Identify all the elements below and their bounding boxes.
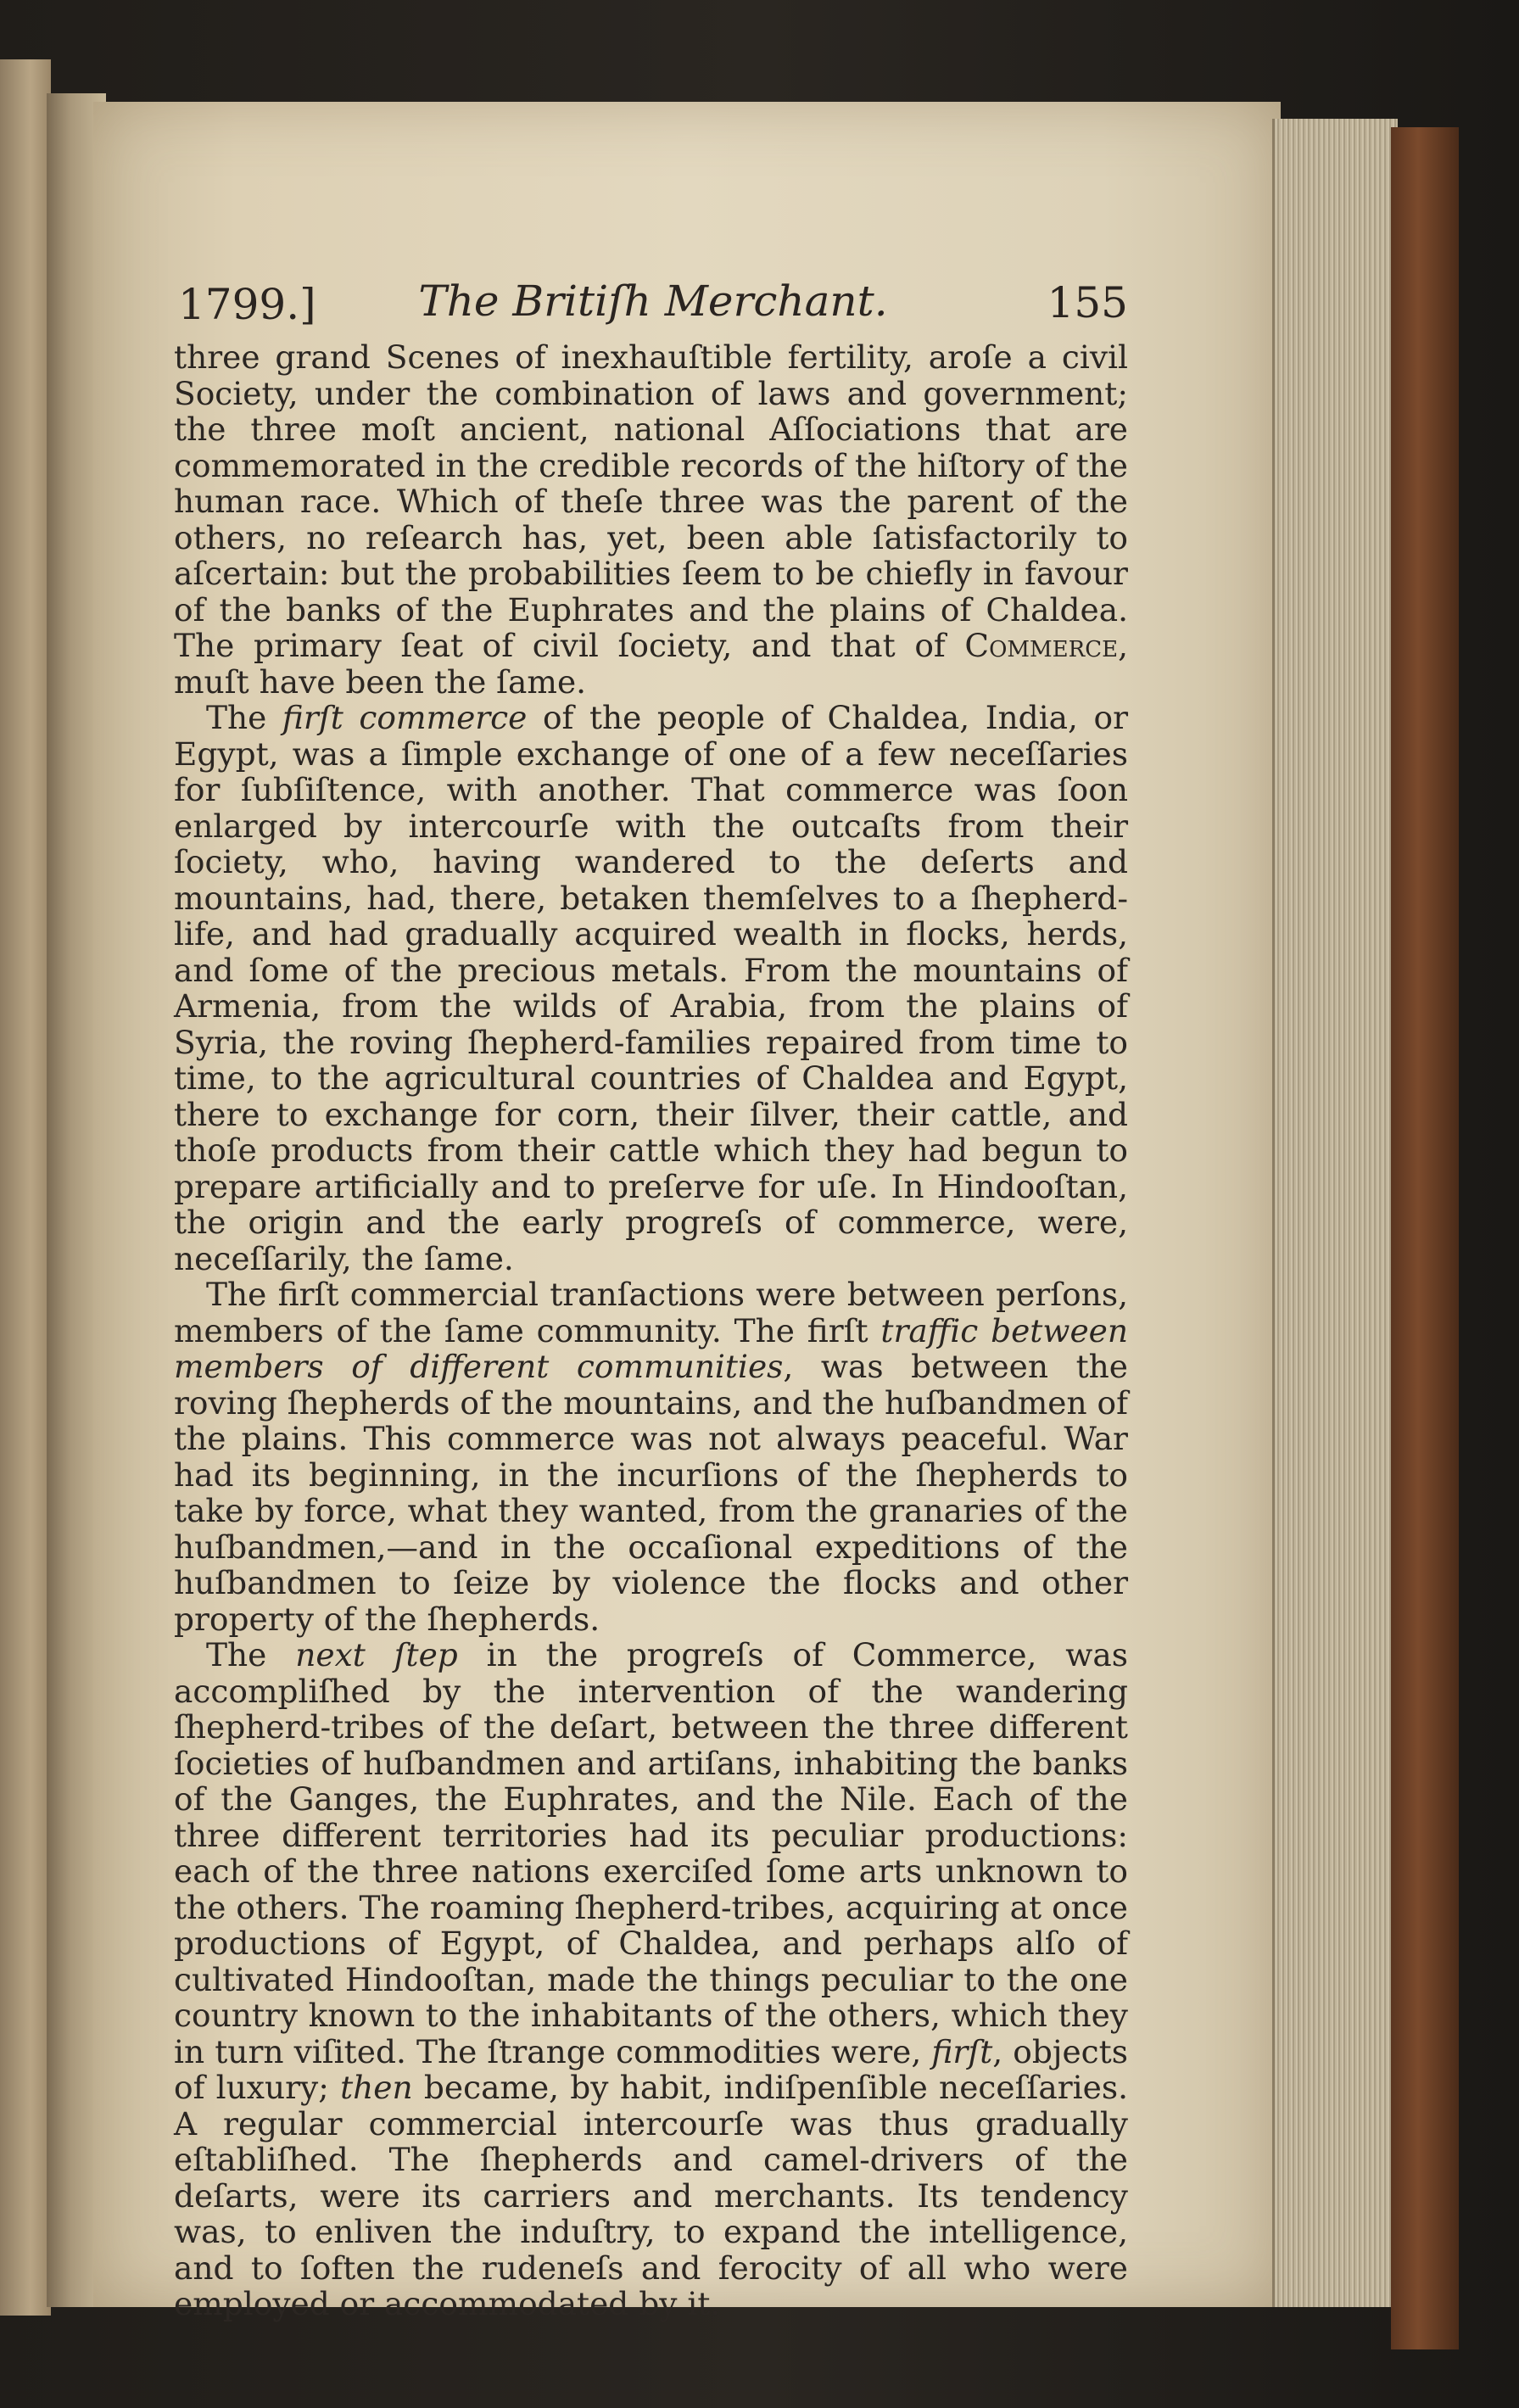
text-run: The firſt commercial tranſactions were between perſons, members of the ſame community. The firſt xyxy=(174,1276,1128,1349)
text-run: in the progreſs of Commerce, was accompliſhed by the intervention of the wandering ſhepherd-tribes of the deſart, between the three different ſocieties of huſbandmen and artiſans, inhabiting the banks of the Ganges, the Euphrates, and the Nile. Each of the three different territories had its peculiar productions: each of the three nations exerciſed ſome arts unknown to the others. The roaming ſhepherd-tribes, acquiring at once productions of Egypt, of Chaldea, and perhaps alſo of cultivated Hindooſtan, made the things peculiar to the one country known to the inhabitants of the others, which they in turn viſited. The ſtrange commodities were, xyxy=(174,1636,1128,2070)
text-run: , objects of luxury; xyxy=(174,2032,1128,2106)
text-run: , muſt have been the ſame. xyxy=(174,627,1128,701)
leather-cover-edge xyxy=(1391,127,1459,2349)
text-run: , was between the roving ſhepherds of the mountains, and the huſbandmen of the plains. This commerce was not always peaceful. War had its beginning, in the incurſions of the ſhepherds to take by force, what they wanted, from the granaries of the huſbandmen,—and in the occaſional expeditions of the huſbandmen to ſeize by violence the flocks and other property of the ſhepherds. xyxy=(174,1348,1128,1638)
text-run: traffic between members of different communities xyxy=(174,1311,1128,1385)
text-run: three grand Scenes of inexhauſtible fertility, aroſe a civil Society, under the combination of laws and government; the three moſt ancient, national Aſſociations that are commemorated in the credible records of the hiſtory of the human race. Which of theſe three was the parent of the others, no reſearch has, yet, been able ſatisfactorily to aſcertain: but the probabilities ſeem to be chiefly in favour of the banks of the Euphrates and the plains of Chaldea. The primary ſeat of civil ſociety, and that of xyxy=(174,338,1128,664)
text-run: The xyxy=(206,699,282,736)
text-run: The xyxy=(206,1636,296,1673)
text-run: Commerce xyxy=(964,627,1119,664)
text-run: firſt commerce xyxy=(282,699,528,736)
text-run: became, by habit, indiſpenſible neceſſaries. A regular commercial intercourſe was thus gradually eſtabliſhed. The ſhepherds and camel-drivers of the deſarts, were its carriers and merchants. Its tendency was, to enliven the induſtry, to expand the intelligence, and to ſoften the rudeneſs and ferocity of all who were employed or accommodated by it. xyxy=(174,2069,1128,2322)
running-head xyxy=(178,270,1128,329)
left-page-edge xyxy=(0,59,51,2316)
text-run: firſt xyxy=(931,2032,993,2070)
paragraph xyxy=(174,700,1128,1277)
page-number: 155 xyxy=(1047,278,1128,327)
paragraph xyxy=(174,339,1128,700)
page-fore-edge xyxy=(1272,119,1398,2307)
paragraph xyxy=(174,1277,1128,1637)
body-text xyxy=(174,339,1128,2322)
running-head-title: The Britiſh Merchant. xyxy=(418,277,888,326)
text-run: of the people of Chaldea, India, or Egypt, was a ſimple exchange of one of a few neceſſaries for ſubſiſtence, with another. That commerce was ſoon enlarged by intercourſe with the outcaſts from their ſociety, who, having wandered to the deſerts and mountains, had, there, betaken themſelves to a ſhepherd-life, and had gradually acquired wealth in flocks, herds, and ſome of the precious metals. From the mountains of Armenia, from the wilds of Arabia, from the plains of Syria, the roving ſhepherd-families repaired from time to time, to the agricultural countries of Chaldea and Egypt, there to exchange for corn, their ſilver, their cattle, and thoſe products from their cattle which they had begun to prepare artificially and to preſerve for uſe. In Hindooſtan, the origin and the early progreſs of commerce, were, neceſſarily, the ſame. xyxy=(174,699,1128,1277)
paragraph xyxy=(174,1637,1128,2322)
text-run: next ſtep xyxy=(295,1636,458,1673)
running-head-year: 1799.] xyxy=(178,280,316,329)
text-run: then xyxy=(340,2069,413,2106)
